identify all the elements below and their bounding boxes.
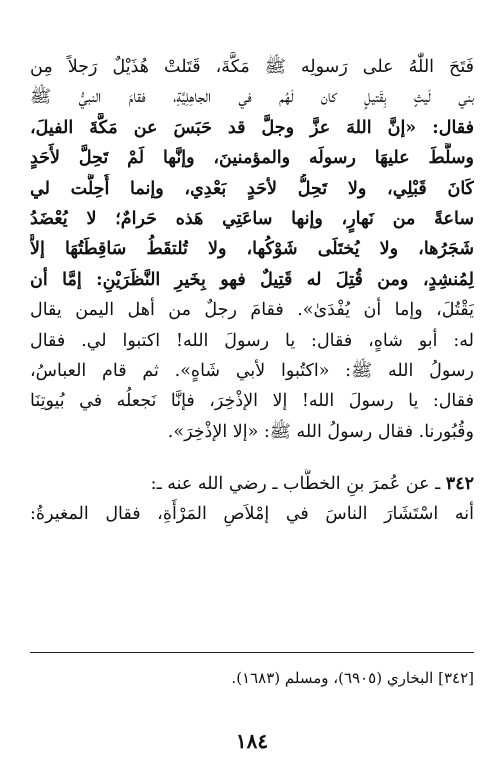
text-line: فَتَحَ اللّٰهُ على رَسولِه ﷺ مَكَّةَ، قَتَلتْ هُذَيْلٌ رَجلاً مِن [30,57,474,77]
text-line: ساعةً من نَهارٍ، وإنها ساعَتِي هَذه حَرامٌ؛ لا يُعْضَدُ [30,208,474,229]
text-line: كَانَ قَبْلِي، ولا تَحِلُّ لأحَدٍ بَعْدِي، وإنما أُحِلَّت لي [30,178,474,199]
text-line: يَقْتُلَ، وإما أن يُفْدَىٰ». فقامَ رجلٌ من أهل اليمن يقال [30,300,474,321]
text-line: وسلَّطَ عليهَا رسولَه والمؤمنينَ، وإنَّها لَمْ تَحِلَّ لأَحَدٍ [30,148,474,169]
footnote-divider [30,652,474,653]
hadith-attribution: ـ عن عُمرَ بنِ الخطَّاب ـ رضي الله عنه ـ: [150,474,441,495]
text-line: فقال: «إنَّ اللهَ عزَّ وجلَّ قد حَبَسَ عن مَكَّةَ الفيلَ، [30,117,474,138]
text-line: فقال: يا رسولَ الله! إلا الإذْخِرَ، فإنَّا نَجعلُه في بُيوتِنَا [30,391,474,412]
text-line: لِمُنشِدٍ، ومن قُتِلَ له قَتِيلٌ فهو بِخَيرِ النَّظَرَيْنِ: إمَّا أن [30,269,474,290]
footnote: [٣٤٢] البخاري (٦٩٠٥)، ومسلم (١٦٨٣). [231,669,474,687]
text-line: بني لَيثٍ بِقَتيلٍ كان لَهُم في الجاهِلِيَّةِ، فقامَ النبيُّ ﷺ [30,87,474,108]
text-line: رسولُ الله ﷺ: «اكتُبوا لأبي شَاهٍ». ثم قام العباسُ، [30,360,474,381]
hadith-number: ٣٤٢ [445,474,474,495]
hadith-header [30,469,474,499]
page-body [30,52,474,753]
text-line: شَجَرُها، ولا يُختَلَى شَوْكُها، ولا تُلتقَطُ سَاقِطَتُهَا إلاَّ [30,239,474,260]
text-line: له: أبو شاهٍ، فقال: يا رسولَ الله! اكتبوا لي. فقال [30,330,474,351]
page-number: ١٨٤ [235,729,269,753]
text-line: وقُبُورنا. فقال رسولُ الله ﷺ: «إلا الإذْخِرَ». [167,421,474,442]
hadith-text: أنه اسْتَشَارَ الناسَ في إمْلاَصِ المَرْأَةِ، فقال المغيرةُ: [30,504,474,525]
